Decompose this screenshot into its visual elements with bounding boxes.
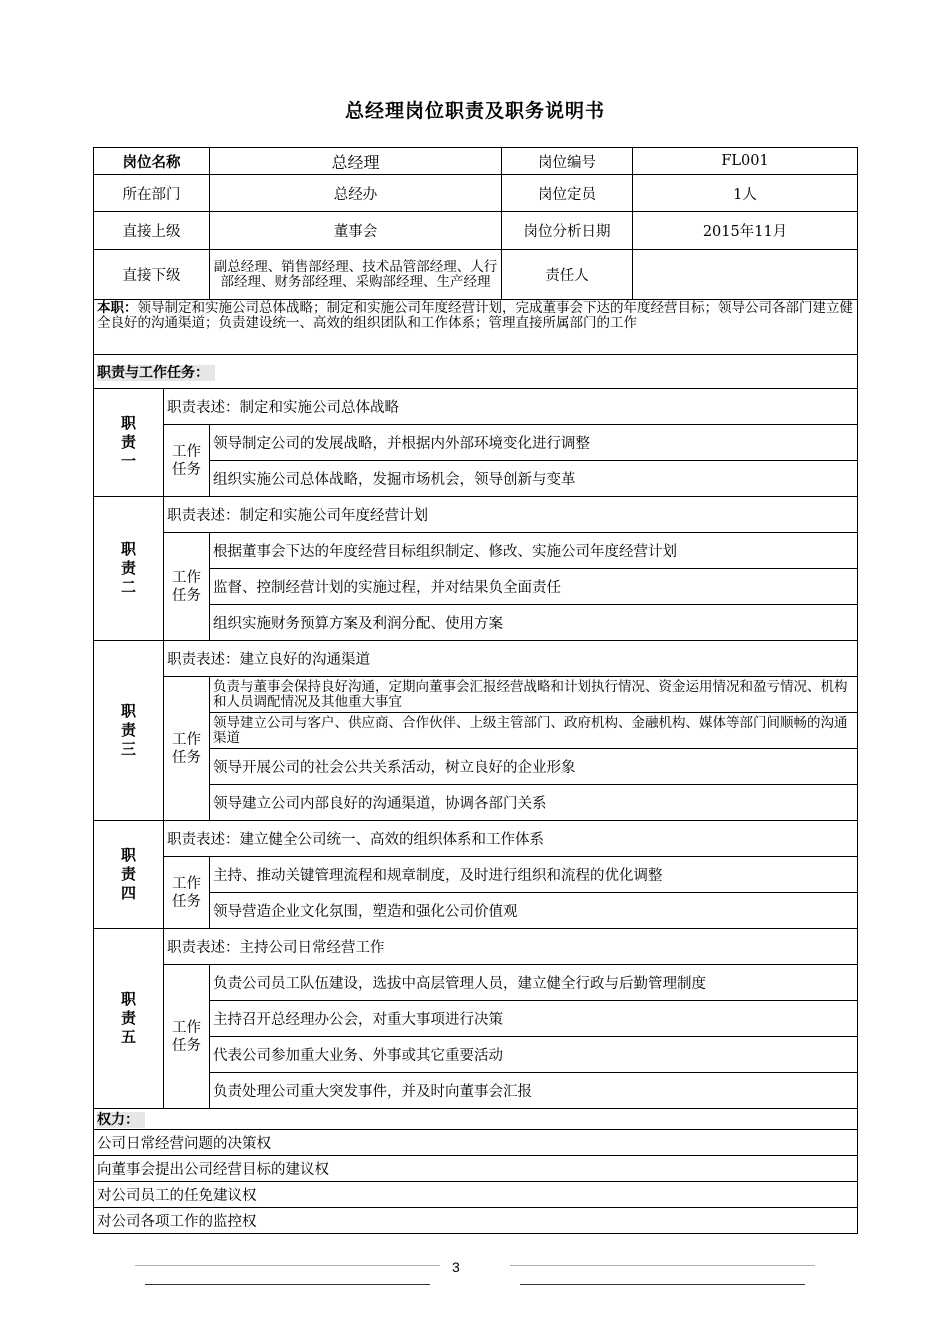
duty-row — [94, 821, 858, 857]
task-text: 领导建立公司与客户、供应商、合作伙伴、上级主管部门、政府机构、金融机构、媒体等部门间顺畅的沟通渠道 — [210, 713, 858, 749]
task-row — [94, 857, 858, 893]
quota-value: 1人 — [633, 175, 858, 212]
task-text: 领导营造企业文化氛围，塑造和强化公司价值观 — [210, 893, 858, 929]
power-row — [94, 1130, 858, 1156]
task-label — [164, 857, 210, 929]
dept-label: 所在部门 — [94, 175, 210, 212]
footer-rule-left-top — [135, 1265, 440, 1266]
duty-description — [164, 389, 858, 425]
task-label — [164, 677, 210, 821]
task-text: 组织实施公司总体战略，发掘市场机会，领导创新与变革 — [210, 461, 858, 497]
duty-description-text: 建立健全公司统一、高效的组织体系和工作体系 — [239, 832, 544, 848]
summary-text: 领导制定和实施公司总体战略；制定和实施公司年度经营计划，完成董事会下达的年度经营目标；领导公司各部门建立健全良好的沟通渠道；负责建设统一、高效的组织团队和工作体系；管理直接所属部门的工作 — [97, 300, 853, 331]
page-title: 总经理岗位职责及职务说明书 — [344, 100, 605, 122]
duty-name-char: 职 — [120, 702, 136, 720]
duty-description-text: 制定和实施公司总体战略 — [239, 400, 399, 416]
duty-description-prefix: 职责表述： — [167, 832, 240, 848]
power-item: 对公司员工的任免建议权 — [94, 1182, 858, 1208]
task-text: 代表公司参加重大业务、外事或其它重要活动 — [210, 1037, 858, 1073]
footer-rule-right-top — [510, 1265, 815, 1266]
duty-description-prefix: 职责表述： — [167, 940, 240, 956]
duty-description — [164, 821, 858, 857]
task-text: 负责与董事会保持良好沟通，定期向董事会汇报经营战略和计划执行情况、资金运用情况和盈亏情况、机构和人员调配情况及其他重大事宜 — [210, 677, 858, 713]
power-row — [94, 1156, 858, 1182]
task-label — [164, 533, 210, 641]
task-row — [94, 425, 858, 461]
duty-name — [94, 641, 164, 821]
task-label-text: 工作任务 — [172, 1019, 201, 1054]
duty-description-prefix: 职责表述： — [167, 508, 240, 524]
dept-value: 总经办 — [210, 175, 502, 212]
power-row — [94, 1208, 858, 1234]
footer-rule-right-bottom — [520, 1284, 805, 1285]
duty-description-text: 主持公司日常经营工作 — [239, 940, 385, 956]
task-text: 领导建立公司内部良好的沟通渠道，协调各部门关系 — [210, 785, 858, 821]
duty-name-char: 二 — [120, 578, 136, 596]
job-description-table — [93, 147, 858, 1234]
duty-name — [94, 497, 164, 641]
footer-rule-left-bottom — [145, 1284, 430, 1285]
quota-label: 岗位定员 — [502, 175, 633, 212]
task-text: 主持、推动关键管理流程和规章制度，及时进行组织和流程的优化调整 — [210, 857, 858, 893]
owner-label: 责任人 — [502, 250, 633, 300]
summary-cell — [94, 300, 858, 355]
powers-heading-cell — [94, 1109, 858, 1130]
analysis-date-value: 2015年11月 — [633, 212, 858, 250]
duty-description-text: 建立良好的沟通渠道 — [239, 652, 370, 668]
duty-name-char: 一 — [120, 452, 136, 470]
duty-name-char: 五 — [120, 1028, 136, 1046]
post-no-label: 岗位编号 — [502, 148, 633, 175]
duty-name-char: 职 — [120, 990, 136, 1008]
task-text: 组织实施财务预算方案及利润分配、使用方案 — [210, 605, 858, 641]
duty-name — [94, 929, 164, 1109]
duty-description-prefix: 职责表述： — [167, 652, 240, 668]
task-label-text: 工作任务 — [172, 731, 201, 766]
analysis-date-label: 岗位分析日期 — [502, 212, 633, 250]
duty-name-char: 四 — [120, 884, 136, 902]
task-text: 根据董事会下达的年度经营目标组织制定、修改、实施公司年度经营计划 — [210, 533, 858, 569]
duty-name-char: 职 — [120, 414, 136, 432]
task-text: 监督、控制经营计划的实施过程，并对结果负全面责任 — [210, 569, 858, 605]
duty-description — [164, 497, 858, 533]
task-label — [164, 965, 210, 1109]
subordinate-label: 直接下级 — [94, 250, 210, 300]
duties-heading: 职责与工作任务： — [97, 365, 215, 381]
task-label-text: 工作任务 — [172, 569, 201, 604]
duty-name — [94, 821, 164, 929]
duty-row — [94, 929, 858, 965]
duty-name-char: 责 — [120, 721, 136, 739]
task-text: 负责处理公司重大突发事件，并及时向董事会汇报 — [210, 1073, 858, 1109]
owner-value — [633, 250, 858, 300]
duty-description — [164, 929, 858, 965]
task-label-text: 工作任务 — [172, 875, 201, 910]
duty-name-char: 责 — [120, 865, 136, 883]
task-row — [94, 677, 858, 713]
post-no-value: FL001 — [633, 148, 858, 175]
power-item: 公司日常经营问题的决策权 — [94, 1130, 858, 1156]
task-text: 领导开展公司的社会公共关系活动，树立良好的企业形象 — [210, 749, 858, 785]
duty-name-char: 责 — [120, 433, 136, 451]
superior-label: 直接上级 — [94, 212, 210, 250]
task-label-text: 工作任务 — [172, 443, 201, 478]
power-row — [94, 1182, 858, 1208]
duty-name-char: 职 — [120, 540, 136, 558]
task-row — [94, 965, 858, 1001]
power-item: 向董事会提出公司经营目标的建议权 — [94, 1156, 858, 1182]
superior-value: 董事会 — [210, 212, 502, 250]
powers-heading-row — [94, 1109, 858, 1130]
duty-name-char: 责 — [120, 559, 136, 577]
task-label — [164, 425, 210, 497]
summary-label: 本职： — [97, 300, 138, 316]
task-text: 领导制定公司的发展战略，并根据内外部环境变化进行调整 — [210, 425, 858, 461]
powers-heading: 权力： — [97, 1112, 145, 1128]
duty-name-char: 职 — [120, 846, 136, 864]
task-row — [94, 533, 858, 569]
task-text: 主持召开总经理办公会，对重大事项进行决策 — [210, 1001, 858, 1037]
page-number: 3 — [452, 1259, 460, 1275]
duty-row — [94, 389, 858, 425]
power-item: 对公司各项工作的监控权 — [94, 1208, 858, 1234]
duty-row — [94, 641, 858, 677]
duties-heading-cell — [94, 355, 858, 389]
duty-description — [164, 641, 858, 677]
post-name-label: 岗位名称 — [94, 148, 210, 175]
post-name-value: 总经理 — [210, 148, 502, 175]
subordinate-value: 副总经理、销售部经理、技术品管部经理、人行部经理、财务部经理、采购部经理、生产经理 — [210, 250, 502, 300]
duty-name-char: 责 — [120, 1009, 136, 1027]
task-text: 负责公司员工队伍建设，选拔中高层管理人员，建立健全行政与后勤管理制度 — [210, 965, 858, 1001]
duty-name-char: 三 — [120, 740, 136, 758]
duty-row — [94, 497, 858, 533]
duty-description-prefix: 职责表述： — [167, 400, 240, 416]
duty-description-text: 制定和实施公司年度经营计划 — [239, 508, 428, 524]
duty-name — [94, 389, 164, 497]
